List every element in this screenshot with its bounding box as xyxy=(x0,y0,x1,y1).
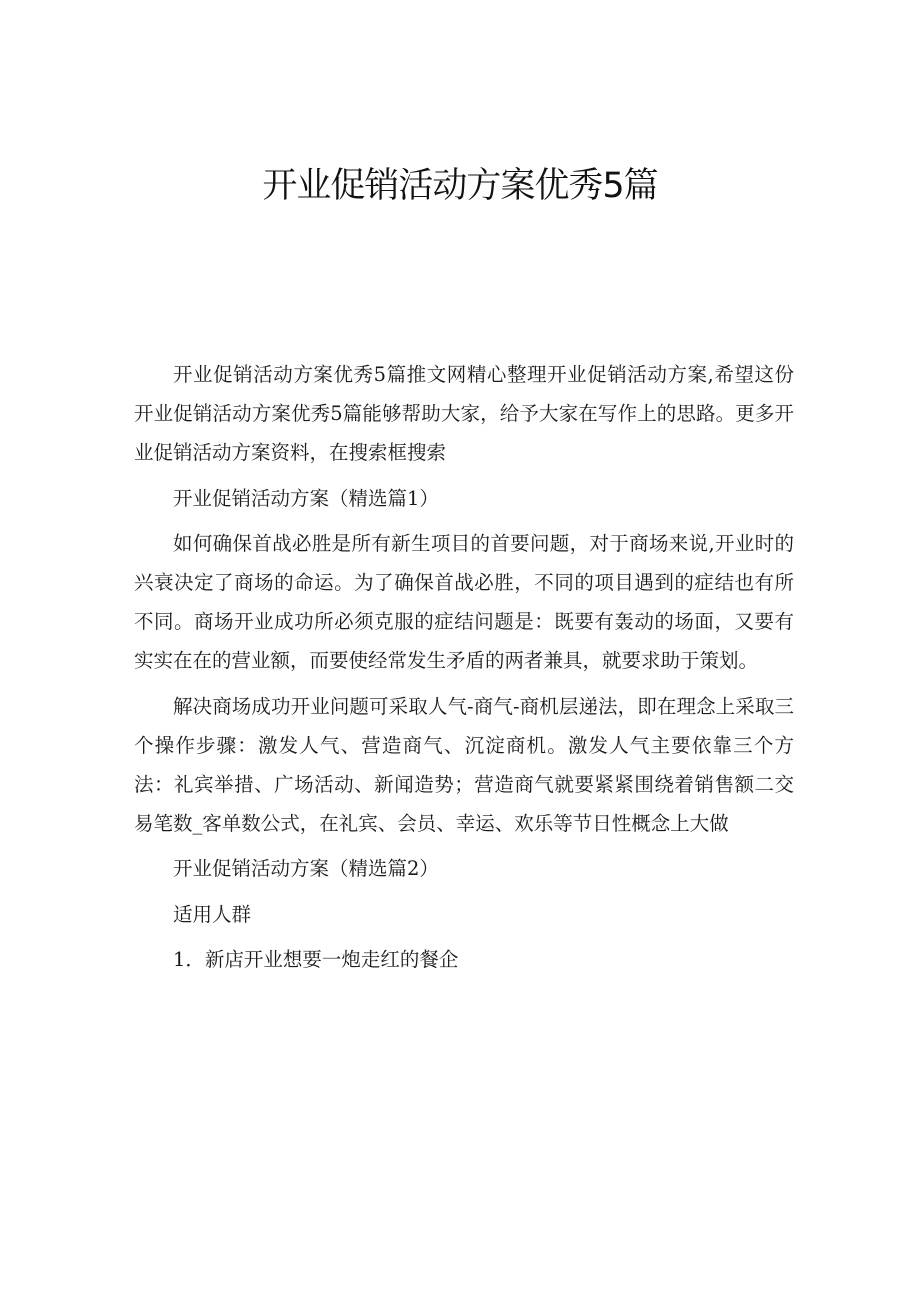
document-title: 开业促销活动方案优秀5篇 xyxy=(262,166,658,206)
section-heading-2: 开业促销活动方案（精选篇2） xyxy=(173,857,439,881)
body-paragraph: 如何确保首战必胜是所有新生项目的首要问题，对于商场来说,开业时的兴衰决定了商场的命运。为了确保首战必胜，不同的项目遇到的症结也有所不同。商场开业成功所必须克服的症结问题是：既要有轰动的场面，又要有实实在在的营业额，而要使经常发生矛盾的两者兼具，就要求助于策划。 xyxy=(134,531,794,673)
intro-paragraph: 开业促销活动方案优秀5篇推文网精心整理开业促销活动方案,希望这份开业促销活动方案优秀5篇能够帮助大家，给予大家在写作上的思路。更多开业促销活动方案资料，在搜索框搜索 xyxy=(134,363,794,465)
list-item: 1．新店开业想要一炮走红的餐企 xyxy=(173,947,459,971)
body-paragraph: 解决商场成功开业问题可采取人气-商气-商机层递法，即在理念上采取三个操作步骤：激发人气、营造商气、沉淀商机。激发人气主要依靠三个方法：礼宾举措、广场活动、新闻造势；营造商气就要紧紧围绕着销售额二交易笔数_客单数公式，在礼宾、会员、幸运、欢乐等节日性概念上大做 xyxy=(134,694,794,836)
document-body xyxy=(134,355,794,985)
subheading: 适用人群 xyxy=(173,902,252,926)
section-heading-1: 开业促销活动方案（精选篇1） xyxy=(173,486,439,510)
